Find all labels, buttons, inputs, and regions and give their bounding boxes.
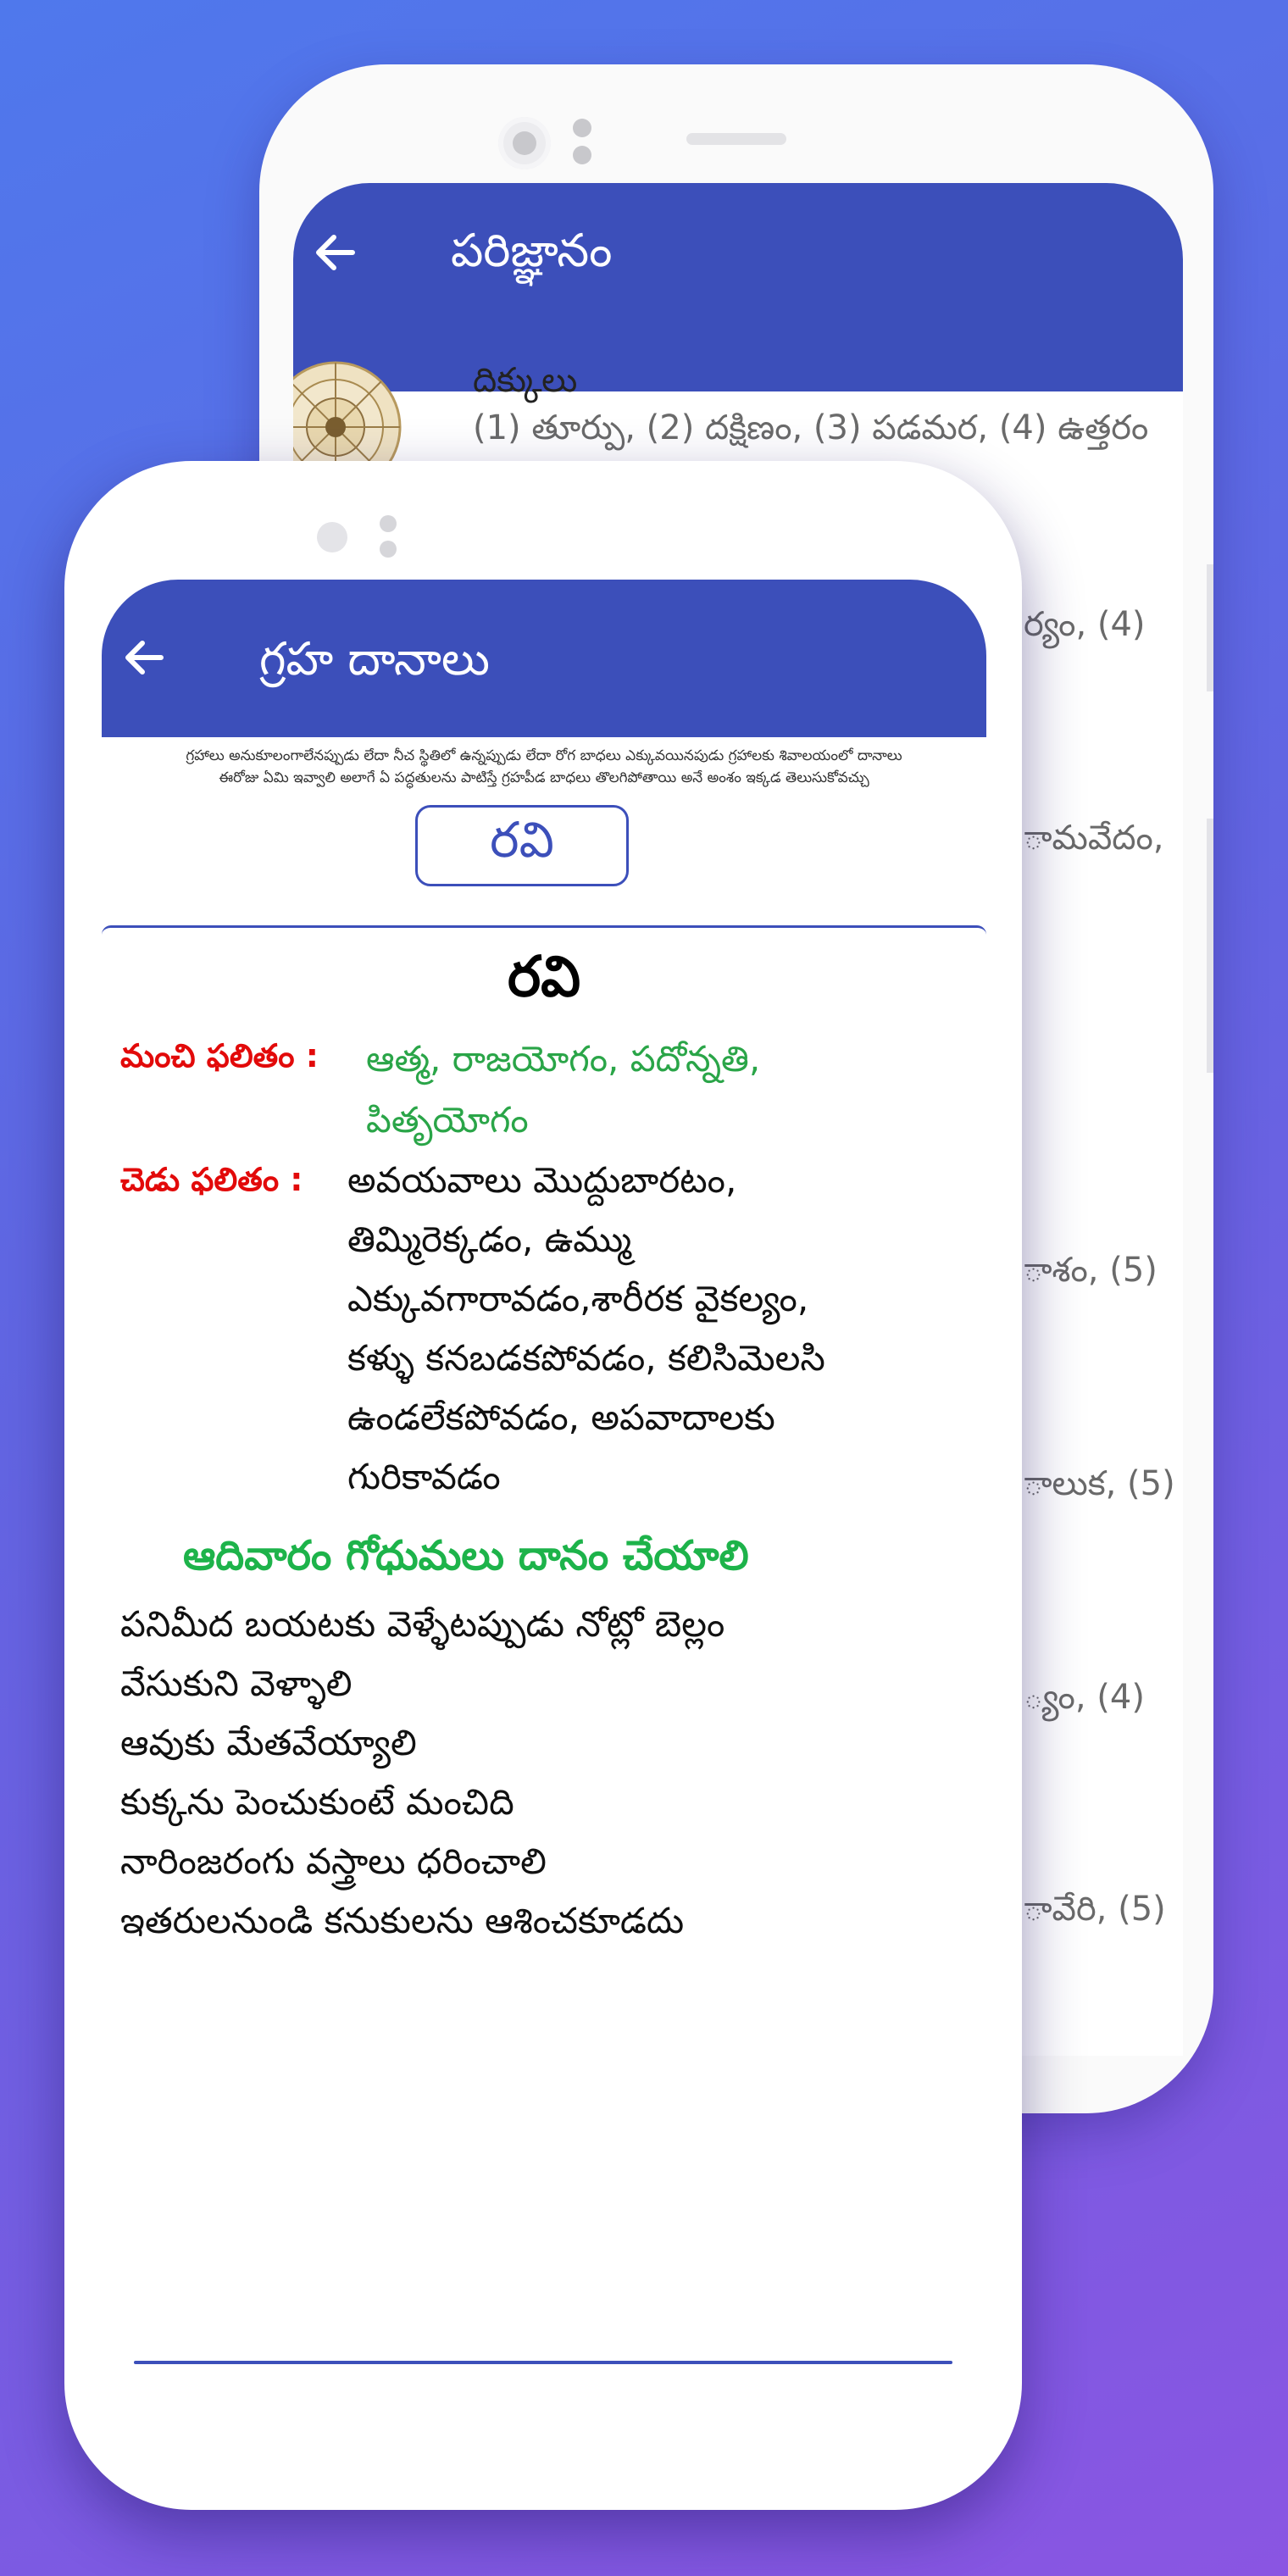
page-title: పరిజ్ఞానం bbox=[451, 224, 613, 277]
remedy-line: వేసుకుని వెళ్ళాలి bbox=[120, 1663, 353, 1704]
list-item-title: దిక్కులు bbox=[473, 361, 578, 400]
list-item-fragment: ావేరి, (5) bbox=[1024, 1890, 1166, 1929]
card-top-border bbox=[102, 925, 986, 935]
back-arrow-icon[interactable] bbox=[119, 632, 169, 683]
phone-camera bbox=[317, 522, 347, 552]
front-phone bbox=[64, 461, 1022, 2510]
phone-sensor bbox=[380, 515, 397, 532]
remedy-line: ఇతరులనుండి కనుకులను ఆశించకూడదు bbox=[120, 1900, 685, 1941]
planet-heading: రవి bbox=[507, 944, 581, 1009]
list-item-fragment: ాలుక, (5) bbox=[1024, 1464, 1175, 1503]
app-bar bbox=[102, 580, 986, 737]
bad-result-line: అవయవాలు మొద్దుబారటం, bbox=[347, 1159, 737, 1201]
bad-result-line: ఉండలేకపోవడం, అపవాదాలకు bbox=[347, 1396, 775, 1438]
bad-result-text bbox=[347, 1151, 974, 1507]
phone-sensor bbox=[380, 541, 397, 558]
bad-result-label: చెడు ఫలితం : bbox=[120, 1161, 303, 1198]
remedy-line: నారింజరంగు వస్త్రాలు ధరించాలి bbox=[120, 1840, 547, 1882]
phone-camera bbox=[498, 117, 551, 169]
planet-selector-value: రవి bbox=[490, 810, 554, 869]
list-item-subtitle: (1) తూర్పు, (2) దక్షిణం, (3) పడమర, (4) ఉత్తరం bbox=[473, 408, 1149, 447]
back-arrow-icon[interactable] bbox=[308, 225, 363, 280]
remedy-line: పనిమీద బయటకు వెళ్ళేటప్పుడు నోట్లో బెల్లం bbox=[120, 1603, 725, 1645]
intro-text: ఈరోజు ఏమి ఇవ్వాలి అలాగే ఏ పద్ధతులను పాటిస్తే గ్రహపీడ బాధలు తొలగిపోతాయి అనే అంశం ఇక్కడ తెలుసుకోవచ్చు bbox=[219, 769, 869, 786]
phone-sensor bbox=[573, 119, 591, 137]
remedy-line: కుక్కను పెంచుకుంటే మంచిది bbox=[120, 1781, 514, 1823]
bad-result-line: తిమ్మిరెక్కడం, ఉమ్ము bbox=[347, 1219, 632, 1260]
list-item-fragment: ాశం, (5) bbox=[1024, 1251, 1158, 1290]
remedy-line: ఆవుకు మేతవేయ్యాలి bbox=[120, 1722, 417, 1763]
page-title: గ్రహ దానాలు bbox=[259, 632, 490, 686]
phone-sensor bbox=[573, 146, 591, 164]
front-screen bbox=[102, 580, 986, 2444]
bad-result-line: గురికావడం bbox=[347, 1456, 501, 1497]
good-result-line: పితృయోగం bbox=[366, 1099, 529, 1141]
card-bottom-border bbox=[134, 2361, 952, 2364]
good-result-label: మంచి ఫలితం : bbox=[120, 1037, 319, 1074]
phone-side-button bbox=[1207, 819, 1213, 1073]
phone-side-button bbox=[1207, 564, 1213, 691]
planet-selector[interactable] bbox=[415, 805, 629, 886]
bad-result-line: కళ్ళు కనబడకపోవడం, కలిసిమెలసి bbox=[347, 1337, 825, 1379]
phone-speaker bbox=[686, 133, 786, 145]
good-result-line: ఆత్మ, రాజయోగం, పదోన్నతి, bbox=[366, 1038, 761, 1080]
list-item-fragment: ్యం, (4) bbox=[1024, 1678, 1145, 1717]
donation-heading: ఆదివారం గోధుమలు దానం చేయాలి bbox=[183, 1532, 749, 1579]
list-item-fragment: ర్యం, (4) bbox=[1024, 605, 1146, 644]
intro-text: గ్రహాలు అనుకూలంగాలేనప్పుడు లేదా నీచ స్థితిలో ఉన్నప్పుడు లేదా రోగ బాధలు ఎక్కువయినపుడు గ్రహాలకు శివాలయంలో దానాలు bbox=[186, 747, 902, 764]
remedies-list bbox=[120, 1595, 968, 1951]
list-item-fragment: ామవేదం, bbox=[1024, 819, 1164, 858]
good-result-text bbox=[366, 1029, 959, 1151]
bad-result-line: ఎక్కువగారావడం,శారీరక వైకల్యం, bbox=[347, 1278, 809, 1319]
